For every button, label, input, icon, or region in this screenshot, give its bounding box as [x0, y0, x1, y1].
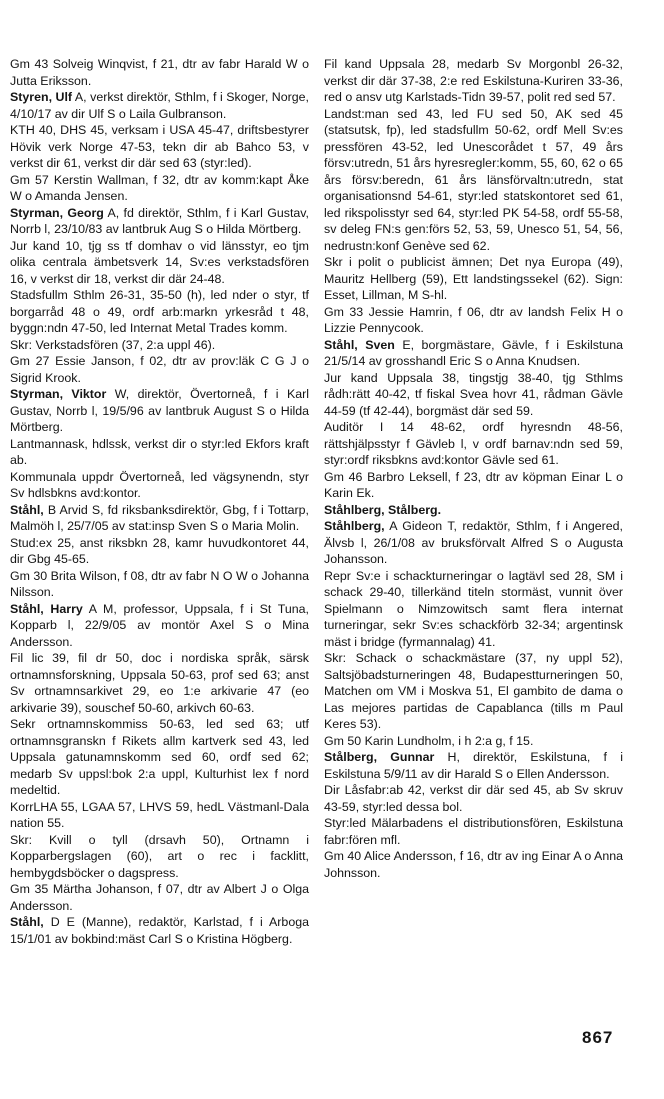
entry-name: Ståhlberg, Stålberg. [324, 502, 442, 517]
entry-text: Jur kand Uppsala 38, tingstjg 38-40, tjg Sthlms rådh:rätt 40-42, tf fiskal Svea hovr 41, rådman Gävle 44-59 (tf 42-44), borgmäst där sed 59. [324, 370, 623, 418]
biography-paragraph [324, 568, 623, 651]
biography-paragraph [324, 370, 623, 420]
biography-entry-heading [324, 518, 623, 568]
biography-paragraph [10, 353, 309, 386]
biography-entry-heading [10, 386, 309, 436]
entry-text: Gm 57 Kerstin Wallman, f 32, dtr av komm:kapt Åke W o Amanda Jensen. [10, 172, 309, 203]
entry-name: Styrman, Georg [10, 205, 104, 220]
entry-text: W, direktör, Övertorneå, f i Karl Gustav, Norrb l, 19/5/96 av lantbruk August S o Hilda Mörtberg. [10, 387, 309, 434]
biography-paragraph [324, 650, 623, 733]
entry-text: Gm 40 Alice Andersson, f 16, dtr av ing Einar A o Anna Johnsson. [324, 849, 623, 880]
entry-name: Styrman, Viktor [10, 387, 107, 401]
entry-text: Repr Sv:e i schackturneringar o lagtävl sed 28, SM i schack 29-40, tillerkänd titeln stormäst, vunnit över Spielmann o Nimzowitsch samt flera internat turneringar, sekr Sv:es schackförb 32-34; argentinsk mäst i bridge (fyrmannalag) 41. [324, 568, 623, 649]
entry-text: Skr i polit o publicist ämnen; Det nya Europa (49), Mauritz Hellberg (59), Ett landstingssekel (62). Sign: Esset, Lillman, M S-hl. [324, 255, 623, 302]
entry-text: Stud:ex 25, anst riksbkn 28, kamr huvudkontoret 44, dir Gbg 45-65. [10, 535, 309, 566]
entry-text: Landst:man sed 43, led FU sed 50, AK sed 45 (statsutsk, fp), led stadsfullm 50-62, ordf Mell Sv:es pressfören 43-52, led Unescorådet t 57, 49 års försv:utredn, 51 års hyresregler:komm, 55, 60, 62 o 65 års försv:beredn, 61 års länsförvaltn:utredn, stat organisationsnd 54-61, styr:led statskontoret sed 61, led rikspolisstyr sed 64, styr:led PK 54-58, ordf 55-58, sv deleg FN:s gen:förs 52, 53, 59, Unesco 51, 54, 56, nedrustn:konf Genève sed 62. [324, 106, 623, 253]
entry-text: B Arvid S, fd riksbanksdirektör, Gbg, f i Tottarp, Malmöh l, 25/7/05 av stat:insp Sven S o Maria Molin. [10, 502, 309, 533]
entry-text: Stadsfullm Sthlm 26-31, 35-50 (h), led nder o styr, tf borgarråd 48 o 49, ordf arb:markn yrkesråd t 48, byggn:ndn 47-50, led Internat Metal Trades komm. [10, 288, 309, 335]
biography-entry-heading [10, 601, 309, 651]
page-number: 867 [582, 1028, 614, 1047]
biography-entry-heading [10, 89, 309, 122]
entry-text: KTH 40, DHS 45, verksam i USA 45-47, driftsbestyrer Hövik verk Norge 47-53, tekn dir ab Bahco 53, v verkst dir 61, verkst dir där sed 63 (styr:led). [10, 123, 309, 170]
entry-text: Gm 46 Barbro Leksell, f 23, dtr av köpman Einar L o Karin Ek. [324, 469, 623, 500]
biography-entry-heading [10, 914, 309, 947]
entry-name: Ståhl, [10, 502, 44, 517]
biography-paragraph [10, 238, 309, 288]
entry-text: Sekr ortnamnskommiss 50-63, led sed 63; utf ortnamnsgranskn f Rikets allm kartverk sed 43, led Uppsala gatunamnskomm sed 60, ordf sed 62; medarb Sv uppsl:bok 2:a uppl, Kulturhist lex f nord medeltid. [10, 717, 309, 797]
entry-text: A M, professor, Uppsala, f i St Tuna, Kopparb l, 22/9/05 av montör Axel S o Mina Andersson. [10, 601, 309, 649]
biography-paragraph [10, 535, 309, 568]
entry-name: Stålberg, Gunnar [324, 750, 435, 764]
entry-text: Auditör I 14 48-62, ordf hyresndn 48-56, rättshjälpsstyr f Gävleb l, v ordf barnav:ndn sed 59, styr:ordf riksbkns avd:kontor Gävle sed 61. [324, 420, 623, 467]
entry-text: Gm 33 Jessie Hamrin, f 06, dtr av landsh Felix H o Lizzie Pennycook. [324, 304, 623, 335]
entry-text: Gm 30 Brita Wilson, f 08, dtr av fabr N O W o Johanna Nilsson. [10, 568, 309, 599]
right-column [324, 56, 623, 881]
biography-paragraph [324, 469, 623, 502]
entry-name: Ståhl, Harry [10, 601, 83, 616]
biography-paragraph [10, 650, 309, 716]
entry-text: E, borgmästare, Gävle, f i Eskilstuna 21/5/14 av grosshandl Eric S o Anna Knudsen. [324, 337, 624, 368]
entry-text: Lantmannask, hdlssk, verkst dir o styr:led Ekfors kraft ab. [10, 436, 309, 467]
entry-text: Gm 27 Essie Janson, f 02, dtr av prov:läk C G J o Sigrid Krook. [10, 354, 309, 385]
biography-paragraph [324, 106, 623, 255]
entry-text: A, verkst direktör, Sthlm, f i Skoger, Norge, 4/10/17 av dir Ulf S o Laila Gulbranson. [10, 90, 309, 121]
left-column [10, 56, 309, 947]
entry-name: Styren, Ulf [10, 90, 73, 104]
biography-entry-heading [324, 749, 623, 782]
entry-text: Skr: Verkstadsfören (37, 2:a uppl 46). [10, 337, 216, 352]
entry-text: Skr: Schack o schackmästare (37, ny uppl 52), Saltsjöbadsturneringen 48, Budapestturneringen 50, Matchen om VM i Moskva 51, El gambito de dama o Las mejores partidas de Capablanca (tills m Paul Keres 53). [324, 651, 623, 731]
biography-paragraph [10, 172, 309, 205]
biography-paragraph [10, 469, 309, 502]
biography-paragraph [10, 881, 309, 914]
biography-paragraph [10, 56, 309, 89]
biography-paragraph [324, 419, 623, 469]
entry-text: A, fd direktör, Sthlm, f i Karl Gustav, Norrb l, 23/10/83 av lantbruk Aug S o Hilda Mörtberg. [10, 205, 309, 236]
entry-name: Ståhlberg, [324, 519, 385, 533]
biography-paragraph [324, 782, 623, 815]
biography-paragraph [324, 733, 623, 750]
biography-paragraph [324, 254, 623, 304]
entry-text: Dir Låsfabr:ab 42, verkst dir där sed 45, ab Sv skruv 43-59, styr:led dessa bol. [324, 783, 623, 814]
biography-paragraph [324, 815, 623, 848]
biography-paragraph [324, 848, 623, 881]
entry-text: Fil lic 39, fil dr 50, doc i nordiska språk, särsk ortnamnsforskning, Uppsala 50-63, prof sed 63; anst Sv ortnamnsarkivet 29, eo 1:e arkivarie 47 (eo arkivarie 39), souschef 50-60, arkivch 60-63. [10, 651, 309, 715]
entry-name: Ståhl, Sven [324, 337, 395, 352]
biography-paragraph [10, 716, 309, 799]
biography-paragraph [10, 799, 309, 832]
biography-paragraph [10, 436, 309, 469]
entry-text: H, direktör, Eskilstuna, f i Eskilstuna 5/9/11 av dir Harald S o Ellen Andersson. [324, 750, 623, 781]
biography-paragraph [10, 832, 309, 882]
biography-entry-heading [324, 502, 623, 519]
biography-paragraph [324, 56, 623, 106]
biography-entry-heading [324, 337, 623, 370]
biography-entry-heading [10, 205, 309, 238]
entry-text: D E (Manne), redaktör, Karlstad, f i Arboga 15/1/01 av bokbind:mäst Carl S o Kristina Högberg. [10, 915, 309, 946]
biography-paragraph [10, 287, 309, 337]
entry-text: Skr: Kvill o tyll (drsavh 50), Ortnamn i Kopparbergslagen (60), art o rec i facklitt, hembygdsböcker o dagspress. [10, 832, 309, 880]
entry-text: A Gideon T, redaktör, Sthlm, f i Angered, Älvsb l, 26/1/08 av bruksförvalt Alfred S o Augusta Johansson. [324, 519, 623, 566]
entry-text: Gm 50 Karin Lundholm, i h 2:a g, f 15. [324, 733, 534, 748]
entry-text: Gm 43 Solveig Winqvist, f 21, dtr av fabr Harald W o Jutta Eriksson. [10, 57, 309, 88]
entry-text: Kommunala uppdr Övertorneå, led vägsynendn, styr Sv hdlsbkns avd:kontor. [10, 469, 309, 500]
entry-text: Styr:led Mälarbadens el distributionsfören, Eskilstuna fabr:fören mfl. [324, 816, 623, 847]
biography-paragraph [10, 337, 309, 354]
entry-text: Jur kand 10, tjg ss tf domhav o vid länsstyr, eo tjm olika centrala ämbetsverk 14, Sv:es verkstadsfören 16, v verkst dir 18, verkst dir där 24-48. [10, 238, 309, 286]
biography-paragraph [10, 568, 309, 601]
entry-text: Gm 35 Märtha Johanson, f 07, dtr av Albert J o Olga Andersson. [10, 882, 309, 913]
biography-paragraph [10, 122, 309, 172]
biography-paragraph [324, 304, 623, 337]
entry-text: Fil kand Uppsala 28, medarb Sv Morgonbl 26-32, verkst dir där 37-38, 2:e red Eskilstuna-Kuriren 33-36, red o ansv utg Karlstads-Tidn 39-57, polit red sed 57. [324, 57, 623, 104]
entry-name: Ståhl, [10, 915, 44, 929]
entry-text: KorrLHA 55, LGAA 57, LHVS 59, hedL Västmanl-Dala nation 55. [10, 799, 309, 830]
biography-entry-heading [10, 502, 309, 535]
